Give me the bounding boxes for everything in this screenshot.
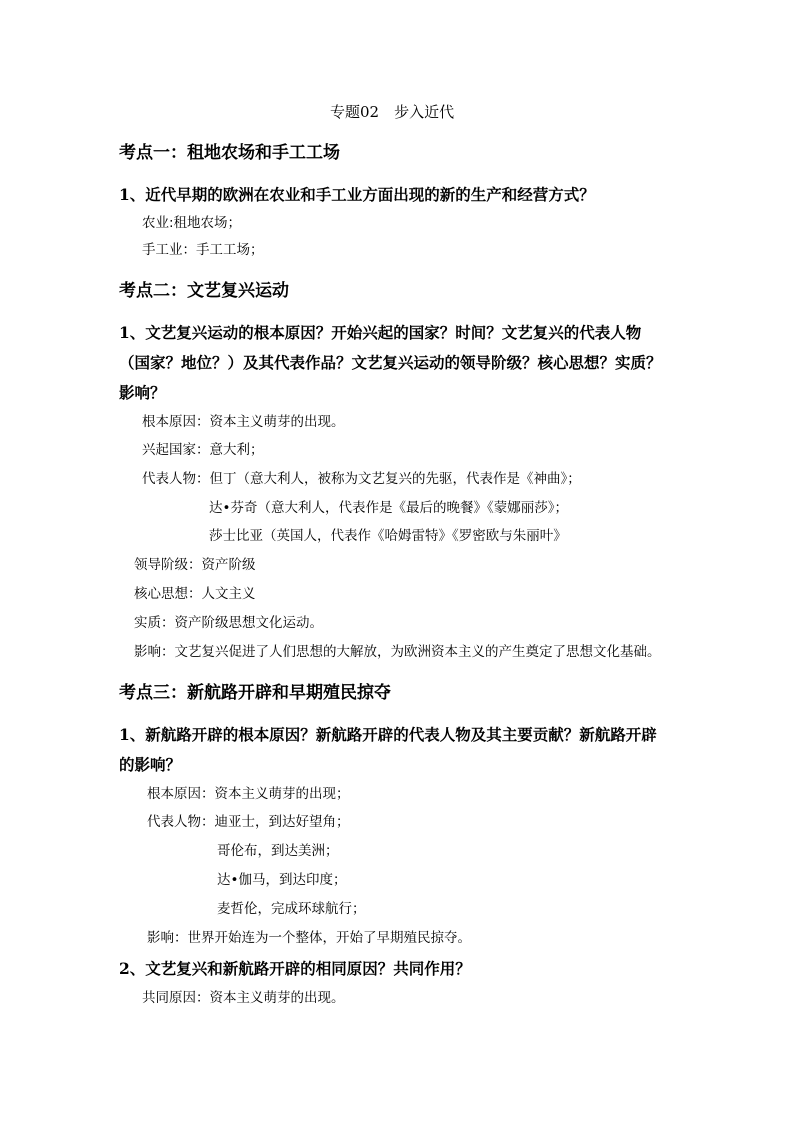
answer-figure-dias: 代表人物：迪亚士，到达好望角； — [147, 814, 350, 830]
question-1-1: 1、近代早期的欧洲在农业和手工业方面出现的新的生产和经营方式？ — [119, 185, 595, 204]
answer-figure-shakespeare: 莎士比亚（英国人，代表作《哈姆雷特》《罗密欧与朱丽叶》 — [209, 528, 567, 544]
answer-impact-3: 影响：世界开始连为一个整体，开始了早期殖民掠夺。 — [147, 930, 471, 946]
answer-figure-dagama: 达•伽马，到达印度； — [217, 872, 347, 888]
answer-common-cause: 共同原因：资本主义萌芽的出现。 — [142, 990, 345, 1006]
question-2-1-line3: 影响？ — [119, 383, 166, 402]
answer-core-idea: 核心思想：人文主义 — [134, 586, 256, 602]
answer-handicraft: 手工业：手工工场； — [142, 242, 264, 258]
question-2-1-line2: （国家？地位？）及其代表作品？文艺复兴运动的领导阶级？核心思想？实质？ — [119, 353, 662, 372]
answer-leading-class: 领导阶级：资产阶级 — [134, 557, 256, 573]
section-heading-1: 考点一：租地农场和手工工场 — [119, 143, 340, 163]
answer-root-cause-3: 根本原因：资本主义萌芽的出现； — [147, 786, 350, 802]
question-2-1-line1: 1、文艺复兴运动的根本原因？开始兴起的国家？时间？文艺复兴的代表人物 — [119, 323, 642, 342]
answer-agriculture: 农业:租地农场； — [142, 215, 242, 231]
question-3-1-line1: 1、新航路开辟的根本原因？新航路开辟的代表人物及其主要贡献？新航路开辟 — [119, 725, 657, 744]
answer-essence: 实质：资产阶级思想文化运动。 — [134, 615, 323, 631]
answer-figure-dante: 代表人物：但丁（意大利人，被称为文艺复兴的先驱，代表作是《神曲》； — [142, 471, 581, 487]
answer-figure-magellan: 麦哲伦，完成环球航行； — [217, 901, 366, 917]
section-heading-3: 考点三：新航路开辟和早期殖民掠夺 — [119, 683, 391, 703]
section-heading-2: 考点二：文艺复兴运动 — [119, 281, 289, 301]
answer-figure-columbus: 哥伦布，到达美洲； — [217, 843, 339, 859]
answer-root-cause: 根本原因：资本主义萌芽的出现。 — [142, 414, 345, 430]
page-title: 专题02 步入近代 — [330, 103, 455, 121]
question-3-1-line2: 的影响？ — [119, 755, 182, 774]
answer-impact: 影响：文艺复兴促进了人们思想的大解放，为欧洲资本主义的产生奠定了思想文化基础。 — [134, 644, 661, 660]
answer-figure-davinci: 达•芬奇（意大利人，代表作是《最后的晚餐》《蒙娜丽莎》； — [209, 500, 568, 516]
answer-country: 兴起国家：意大利； — [142, 442, 264, 458]
question-3-2: 2、文艺复兴和新航路开辟的相同原因？共同作用？ — [119, 959, 471, 978]
